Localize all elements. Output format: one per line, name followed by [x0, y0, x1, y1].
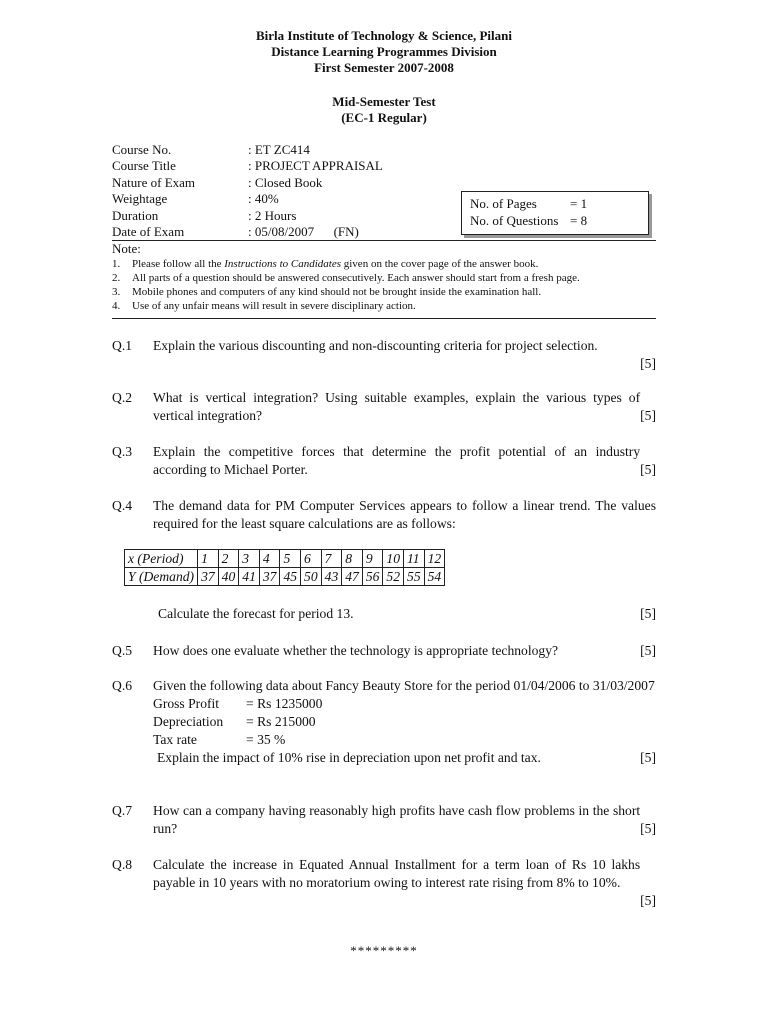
row-label: Y (Demand): [125, 568, 198, 586]
demand-cell: 55: [404, 568, 425, 586]
question-6: [112, 677, 656, 767]
data-line: [153, 731, 656, 749]
question-number: Q.3: [112, 444, 133, 459]
row-label: x (Period): [125, 550, 198, 568]
demand-cell: 43: [321, 568, 342, 586]
demand-row: [125, 568, 445, 586]
note-item: [112, 271, 656, 285]
period-cell: 9: [362, 550, 383, 568]
note-text: All parts of a question should be answered consecutively. Each answer should start from a fresh page.: [132, 272, 580, 284]
question-3: [112, 443, 656, 479]
data-line: [153, 713, 656, 731]
document-header: [0, 28, 768, 76]
note-number: 3.: [112, 286, 121, 298]
demand-cell: 37: [198, 568, 219, 586]
period-cell: 12: [424, 550, 445, 568]
note-text: Use of any unfair means will result in severe disciplinary action.: [132, 300, 416, 312]
calculation-text: Calculate the forecast for period 13.: [158, 606, 354, 621]
test-title-block: [0, 94, 768, 126]
period-cell: 8: [342, 550, 363, 568]
question-body: Calculate the increase in Equated Annual Installment for a term loan of Rs 10 lakhs payable in 10 years with no moratorium owing to interest rate rising from 8% to 10%.: [153, 857, 641, 890]
exam-info-box: [461, 191, 649, 235]
note-number: 1.: [112, 258, 121, 270]
question-number: Q.2: [112, 390, 133, 405]
period-row: [125, 550, 445, 568]
data-label: Gross Profit: [153, 696, 220, 711]
course-info-label: Duration: [112, 207, 159, 223]
demand-cell: 45: [280, 568, 301, 586]
question-marks: [5]: [640, 606, 656, 621]
question-marks: [5]: [640, 643, 656, 658]
course-info-row: [112, 224, 383, 240]
q4-calculation: [158, 605, 656, 623]
demand-cell: 52: [383, 568, 404, 586]
questions-value: = 8: [570, 213, 588, 228]
note-text: Mobile phones and computers of any kind should not be brought inside the examination hall.: [132, 286, 542, 298]
data-label: Tax rate: [153, 732, 197, 747]
period-cell: 10: [383, 550, 404, 568]
institute-name: Birla Institute of Technology & Science, Pilani: [255, 28, 513, 43]
demand-cell: 56: [362, 568, 383, 586]
data-label: Depreciation: [153, 714, 224, 729]
course-info-value: : 2 Hours: [248, 207, 297, 223]
course-info-row: [112, 142, 383, 158]
period-cell: 3: [239, 550, 260, 568]
question-marks: [5]: [640, 893, 656, 908]
question-body: How does one evaluate whether the technology is appropriate technology?: [153, 643, 559, 658]
demand-cell: 37: [259, 568, 280, 586]
data-value: = Rs 215000: [246, 714, 316, 729]
period-cell: 2: [218, 550, 239, 568]
data-value: = Rs 1235000: [246, 696, 323, 711]
question-2: [112, 389, 656, 425]
question-7: [112, 802, 656, 838]
semester: First Semester 2007-2008: [314, 60, 454, 75]
note-number: 4.: [112, 300, 121, 312]
question-marks: [5]: [640, 408, 656, 423]
course-info-label: Nature of Exam: [112, 174, 196, 190]
period-cell: 7: [321, 550, 342, 568]
question-text: [153, 677, 656, 767]
pages-label: No. of Pages: [470, 196, 537, 211]
course-info-row: [112, 208, 383, 224]
followup-text: Explain the impact of 10% rise in depreciation upon net profit and tax.: [157, 750, 541, 765]
pages-value: = 1: [570, 196, 588, 211]
course-info-label: Course No.: [112, 142, 172, 157]
note-item: [112, 299, 656, 313]
question-marks: [5]: [640, 356, 656, 371]
demand-cell: 50: [301, 568, 322, 586]
course-info-value: : ET ZC414: [248, 142, 310, 157]
period-cell: 6: [301, 550, 322, 568]
period-cell: 1: [198, 550, 219, 568]
course-info-value: : 40%: [248, 191, 279, 207]
question-number: Q.1: [112, 338, 133, 353]
course-info-label: Course Title: [112, 158, 176, 174]
divider: [112, 318, 656, 319]
question-body: Explain the competitive forces that determine the profit potential of an industry according to Michael Porter.: [153, 444, 641, 477]
course-info-row: [112, 191, 383, 207]
period-cell: 5: [280, 550, 301, 568]
course-info-value: : Closed Book: [248, 174, 323, 190]
question-number: Q.4: [112, 498, 133, 513]
question-marks: [5]: [640, 750, 656, 765]
test-title: Mid-Semester Test: [332, 94, 436, 109]
pages-count-row: [470, 195, 640, 212]
question-4: [112, 497, 656, 533]
note-text-part: given on the cover page of the answer book.: [341, 258, 539, 270]
notes-section: [112, 241, 656, 313]
question-marks: [5]: [640, 821, 656, 836]
period-cell: 4: [259, 550, 280, 568]
question-body: Given the following data about Fancy Beauty Store for the period 01/04/2006 to 31/03/2007: [153, 678, 655, 693]
question-text: Explain the various discounting and non-discounting criteria for project selection.: [153, 338, 598, 353]
course-info: [112, 142, 383, 240]
course-info-row: [112, 175, 383, 191]
question-text: [153, 389, 656, 425]
note-text-part: Please follow all the: [132, 258, 225, 270]
question-marks: [5]: [640, 462, 656, 477]
course-info-label: Weightage: [112, 191, 168, 207]
question-text: [153, 802, 656, 838]
course-info-label: Date of Exam: [112, 224, 185, 240]
test-subtitle: (EC-1 Regular): [341, 110, 427, 125]
course-info-value: : PROJECT APPRAISAL: [248, 158, 383, 174]
question-number: Q.6: [112, 678, 133, 693]
question-1: [112, 337, 656, 373]
note-emphasis: Instructions to Candidates: [224, 258, 341, 270]
data-line: [153, 695, 656, 713]
question-number: Q.7: [112, 803, 133, 818]
demand-cell: 40: [218, 568, 239, 586]
demand-table: [124, 549, 445, 586]
questions-label: No. of Questions: [470, 213, 559, 228]
demand-cell: 47: [342, 568, 363, 586]
division-name: Distance Learning Programmes Division: [271, 44, 497, 59]
question-5: [112, 642, 656, 660]
note-number: 2.: [112, 272, 121, 284]
questions-count-row: [470, 212, 640, 229]
note-item: [112, 285, 656, 299]
course-info-row: [112, 158, 383, 174]
question-body: How can a company having reasonably high profits have cash flow problems in the short run?: [153, 803, 641, 836]
question-body: What is vertical integration? Using suitable examples, explain the various types of vertical integration?: [153, 390, 641, 423]
end-of-paper-marker: *********: [350, 943, 418, 958]
question-text: [153, 856, 656, 908]
question-number: Q.8: [112, 857, 133, 872]
demand-cell: 41: [239, 568, 260, 586]
period-cell: 11: [404, 550, 425, 568]
data-value: = 35 %: [246, 732, 286, 747]
note-text: [132, 257, 538, 271]
question-number: Q.5: [112, 643, 133, 658]
question-text: [153, 642, 656, 660]
course-info-value: : 05/08/2007 (FN): [248, 224, 359, 240]
note-item: [112, 257, 656, 271]
question-8: [112, 856, 656, 910]
question-text: [153, 443, 656, 479]
demand-cell: 54: [424, 568, 445, 586]
followup-line: [153, 749, 656, 767]
notes-heading: Note:: [112, 241, 141, 256]
question-text: The demand data for PM Computer Services appears to follow a linear trend. The values required for the least square calculations are as follows:: [153, 498, 656, 531]
